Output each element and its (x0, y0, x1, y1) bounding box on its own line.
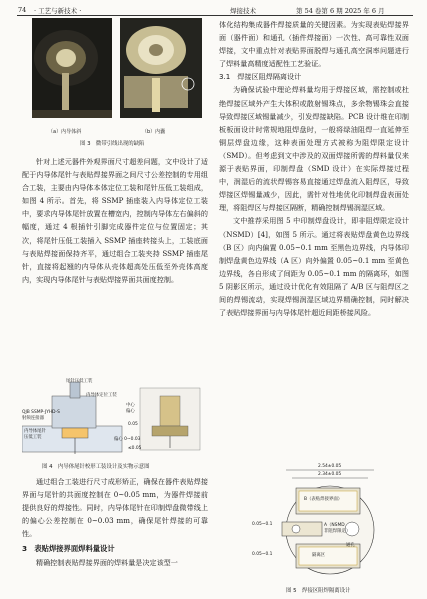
figure-5 (252, 462, 402, 596)
fig4-label-flat: ≤0.05 (128, 446, 142, 451)
fig5-label-shade: 隔离区 (312, 553, 326, 558)
fig5-caption: 图 5 焊接区阻焊隔离设计 (286, 588, 351, 594)
figure-4 (22, 378, 208, 470)
fig4-label-offset: 偏心 0~0.03 (114, 437, 141, 442)
right-paragraph-1: 体化结构集成器件焊接质量的关键因素。为实现表贴焊接界面（器件面）和通孔（插件焊接面）一次性、高可靠性双面焊接，文中重点针对表贴界面脱焊与通孔高空洞率问题进行了焊料量高精度适配性工艺验证。 (219, 20, 409, 69)
page-header (0, 0, 427, 16)
page-number: 74 (18, 6, 27, 14)
section-label: · 工艺与新技术 · (34, 7, 82, 15)
right-paragraph-2: 为确保试验中理论焊料量均用于焊接区域，需控制或杜绝焊接区域外产生大体积或散射锡珠点，多余物锡珠会直接导致焊接区域锡量减少，引发焊接缺陷。PCB 设计维在印制板板面设计时常规地阻焊盘时，一般将绿油阻焊一直延伸至铜层焊盘边缘，这种表面处理方式被称为阻焊限定设计（SMD）。但考虑到文中涉及的双面焊接所需的焊料量仅来源于表贴界面，印制焊盘（SMD 设计）在实际焊接过程中，润湿后的流状焊锡容易直接通过焊盘流入阻焊区，导致焊接区焊锡量减少，因此，需针对性地优化印制焊盘表面处理，将阻焊区与焊接区隔断，精确控制焊锡润湿区域。 (219, 85, 409, 213)
issue-info: 第 54 卷第 6 期 2025 年 6 月 (296, 7, 385, 15)
left-paragraph-1: 针对上述元器件外观界面尺寸超差问题，文中设计了适配于内导体尾针与表贴焊接界面之间尺寸公差控制的专用组合工装，主要由内导体本体定位工装和尾针压低工装组成，如图 4 所示。首先，将 SSMP 插座装入内导体定位工装中，要求内导体尾针放置在槽宽内，控制内导体左右偏斜的幅度，通过 4 根插针引脚完成器件定位与位置固定；其次，将尾针压低工装插入 SSMP 插座转接头上，工装底面与表贴焊接面保持齐平，通过组合工装夹持 SSMP 插座尾针，直接将起翘的内导体从壳体超高处压低至外壳体高度内，实现内导体尾针与表贴焊接界面共面度控制。 (22, 157, 208, 284)
fig4-label-press: 尾针压低工装 (66, 379, 93, 384)
fig4-label-center: 中心 偏心 (126, 403, 135, 414)
right-paragraph-3: 文中推荐采用图 5 中印制焊盘设计，即非阻焊限定设计（NSMD）[4]，如图 5 所示。通过将表贴焊盘黄色边界线（B 区）向内偏置 0.05~0.1 mm 至黑色边界线，内导体印制焊盘黄色边界线（A 区）向外偏置 0.05~0.1 mm 至黄色边界线，各自形成了间距为 0.05~0.1 mm 的隔离环，如图 5 阴影区所示，通过设计优化有效阻隔了 A/B 区与阻焊区之间的焊锡流动，实现焊锡润湿区域边界精确控制，同时解决了表贴焊接界面与内导体尾针超近间距桥接风险。 (219, 216, 409, 318)
fig4-label-pin: 内导体尾针 压低工装 (24, 429, 46, 440)
fig3a-image (32, 18, 112, 118)
section-3-1-heading: 3.1 焊接区阻焊隔离设计 (219, 72, 302, 82)
left-column-top (22, 155, 208, 286)
fig4-caption: 图 4 内导体尾针校形工装设计及实物示意图 (42, 464, 150, 470)
fig4-label-tol: 0.05 (128, 422, 138, 427)
fig5-label-b: B（表贴焊接界面） (304, 497, 343, 502)
fig3-caption: 图 3 微带引线出现的缺陷 (80, 141, 145, 147)
fig5-dim-top: 2.54±0.05 (318, 464, 342, 469)
fig5-dim-side2: 0.05~0.1 (252, 552, 273, 557)
fig4-label-locate: 内导体定位工装 (86, 393, 117, 398)
fig5-dim-top2: 2.34±0.05 (318, 472, 342, 477)
fig3a-label: （a）内导体斜 (48, 129, 82, 135)
left-column-bottom (22, 475, 208, 569)
journal-name: 焊接技术 (230, 7, 256, 15)
header-rule (17, 15, 413, 16)
fig5-label-a: A（NSMD 非阻焊限定） (324, 523, 351, 534)
section-3-heading: 3 表贴焊接界面焊料量设计 (22, 544, 115, 554)
fig5-dim-side: 0.05~0.1 (252, 522, 273, 527)
figure-3 (22, 18, 208, 146)
right-column (219, 18, 409, 319)
fig5-label-hole: 通孔 (346, 543, 355, 548)
left-paragraph-3: 精确控制表贴焊接界面的焊料量是决定该型一 (36, 557, 178, 567)
left-paragraph-2: 通过组合工装进行尺寸成形矫正，确保在器件表贴焊接界面与尾针的共面度控制在 0~0.05 mm，为器件焊接前提供良好的焊接性。同时，内导体尾针在印制焊盘微带线上的偏心公差控制在 0~0.03 mm，确保尾针焊接的可靠性。 (22, 477, 208, 539)
fig4-label-connector: QJB SSMP-JYHD-S 射频连接器 (22, 410, 60, 421)
fig3b-image (120, 18, 202, 118)
fig3b-label: （b）内囊 (142, 129, 166, 135)
